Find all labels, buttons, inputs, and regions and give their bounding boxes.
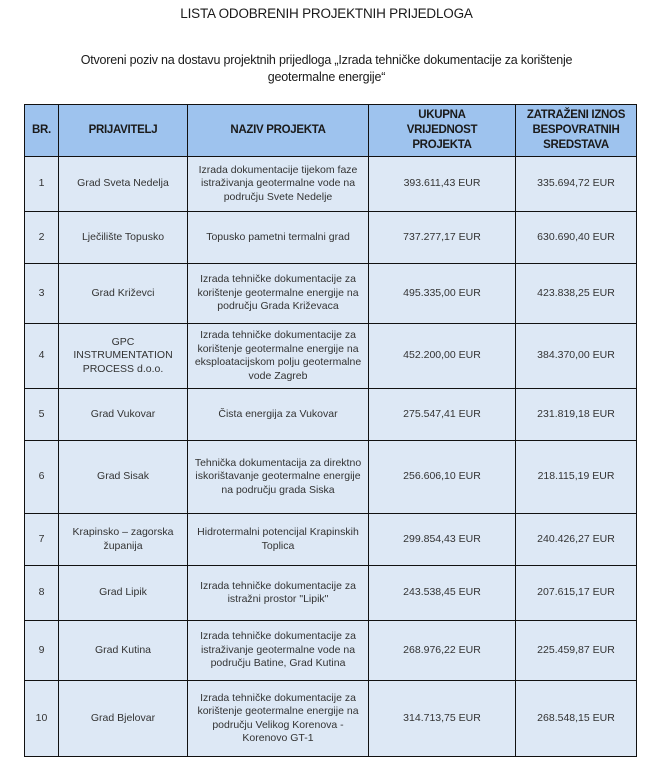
- cell-ukupna: 314.713,75 EUR: [369, 681, 516, 757]
- cell-prijavitelj: Grad Sveta Nedelja: [59, 157, 188, 212]
- cell-br: 3: [25, 264, 59, 324]
- cell-br: 2: [25, 212, 59, 264]
- header-prijavitelj: PRIJAVITELJ: [59, 105, 188, 157]
- cell-prijavitelj: Grad Kutina: [59, 621, 188, 681]
- cell-zatrazeni: 225.459,87 EUR: [516, 621, 637, 681]
- cell-naziv: Tehnička dokumentacija za direktno iskorištavanje geotermalne energije na području grada Siska: [188, 441, 369, 514]
- cell-naziv: Izrada tehničke dokumentacije za korištenje geotermalne energije na eksploatacijskom polju geotermalne vode Zagreb: [188, 324, 369, 389]
- header-br: BR.: [25, 105, 59, 157]
- cell-br: 1: [25, 157, 59, 212]
- cell-br: 4: [25, 324, 59, 389]
- document-title: LISTA ODOBRENIH PROJEKTNIH PRIJEDLOGA: [180, 6, 473, 21]
- cell-ukupna: 299.854,43 EUR: [369, 514, 516, 566]
- header-ukupna: UKUPNA VRIJEDNOST PROJEKTA: [369, 105, 516, 157]
- cell-zatrazeni: 630.690,40 EUR: [516, 212, 637, 264]
- cell-zatrazeni: 218.115,19 EUR: [516, 441, 637, 514]
- table-row: [25, 324, 637, 389]
- cell-prijavitelj: Grad Sisak: [59, 441, 188, 514]
- cell-naziv: Izrada tehničke dokumentacije za istražni prostor "Lipik": [188, 566, 369, 621]
- cell-prijavitelj: Grad Bjelovar: [59, 681, 188, 757]
- header-zatrazeni: ZATRAŽENI IZNOS BESPOVRATNIH SREDSTAVA: [516, 105, 637, 157]
- table-row: [25, 621, 637, 681]
- cell-prijavitelj: Grad Vukovar: [59, 389, 188, 441]
- cell-prijavitelj: Lječilište Topusko: [59, 212, 188, 264]
- table-row: [25, 157, 637, 212]
- table-row: [25, 212, 637, 264]
- cell-br: 9: [25, 621, 59, 681]
- cell-naziv: Izrada dokumentacije tijekom faze istraživanja geotermalne vode na području Svete Nedelje: [188, 157, 369, 212]
- cell-ukupna: 495.335,00 EUR: [369, 264, 516, 324]
- cell-ukupna: 452.200,00 EUR: [369, 324, 516, 389]
- cell-prijavitelj: Grad Lipik: [59, 566, 188, 621]
- header-naziv: NAZIV PROJEKTA: [188, 105, 369, 157]
- table-row: [25, 566, 637, 621]
- cell-ukupna: 393.611,43 EUR: [369, 157, 516, 212]
- cell-zatrazeni: 423.838,25 EUR: [516, 264, 637, 324]
- cell-prijavitelj: GPC INSTRUMENTATION PROCESS d.o.o.: [59, 324, 188, 389]
- cell-prijavitelj: Grad Križevci: [59, 264, 188, 324]
- cell-br: 6: [25, 441, 59, 514]
- cell-zatrazeni: 384.370,00 EUR: [516, 324, 637, 389]
- cell-zatrazeni: 231.819,18 EUR: [516, 389, 637, 441]
- table-row: [25, 389, 637, 441]
- cell-naziv: Hidrotermalni potencijal Krapinskih Toplica: [188, 514, 369, 566]
- cell-ukupna: 275.547,41 EUR: [369, 389, 516, 441]
- cell-br: 5: [25, 389, 59, 441]
- cell-zatrazeni: 335.694,72 EUR: [516, 157, 637, 212]
- cell-zatrazeni: 240.426,27 EUR: [516, 514, 637, 566]
- cell-naziv: Izrada tehničke dokumentacije za korištenje geotermalne energije na području Grada Križevaca: [188, 264, 369, 324]
- cell-br: 8: [25, 566, 59, 621]
- cell-ukupna: 243.538,45 EUR: [369, 566, 516, 621]
- cell-ukupna: 268.976,22 EUR: [369, 621, 516, 681]
- table-header-row: [25, 105, 637, 157]
- cell-ukupna: 256.606,10 EUR: [369, 441, 516, 514]
- cell-naziv: Izrada tehničke dokumentacije za korištenje geotermalne energije na području Velikog Korenova - Korenovo GT-1: [188, 681, 369, 757]
- cell-br: 10: [25, 681, 59, 757]
- cell-zatrazeni: 207.615,17 EUR: [516, 566, 637, 621]
- approved-projects-table: [24, 104, 637, 757]
- cell-naziv: Topusko pametni termalni grad: [188, 212, 369, 264]
- cell-naziv: Čista energija za Vukovar: [188, 389, 369, 441]
- table-row: [25, 514, 637, 566]
- cell-naziv: Izrada tehničke dokumentacije za istraživanje geotermalne vode na području Batine, Grad Kutina: [188, 621, 369, 681]
- table-row: [25, 681, 637, 757]
- table-row: [25, 441, 637, 514]
- cell-prijavitelj: Krapinsko – zagorska županija: [59, 514, 188, 566]
- cell-ukupna: 737.277,17 EUR: [369, 212, 516, 264]
- document-subtitle: Otvoreni poziv na dostavu projektnih prijedloga „Izrada tehničke dokumentacije za korištenje geotermalne energije“: [80, 53, 573, 84]
- cell-zatrazeni: 268.548,15 EUR: [516, 681, 637, 757]
- cell-br: 7: [25, 514, 59, 566]
- table-row: [25, 264, 637, 324]
